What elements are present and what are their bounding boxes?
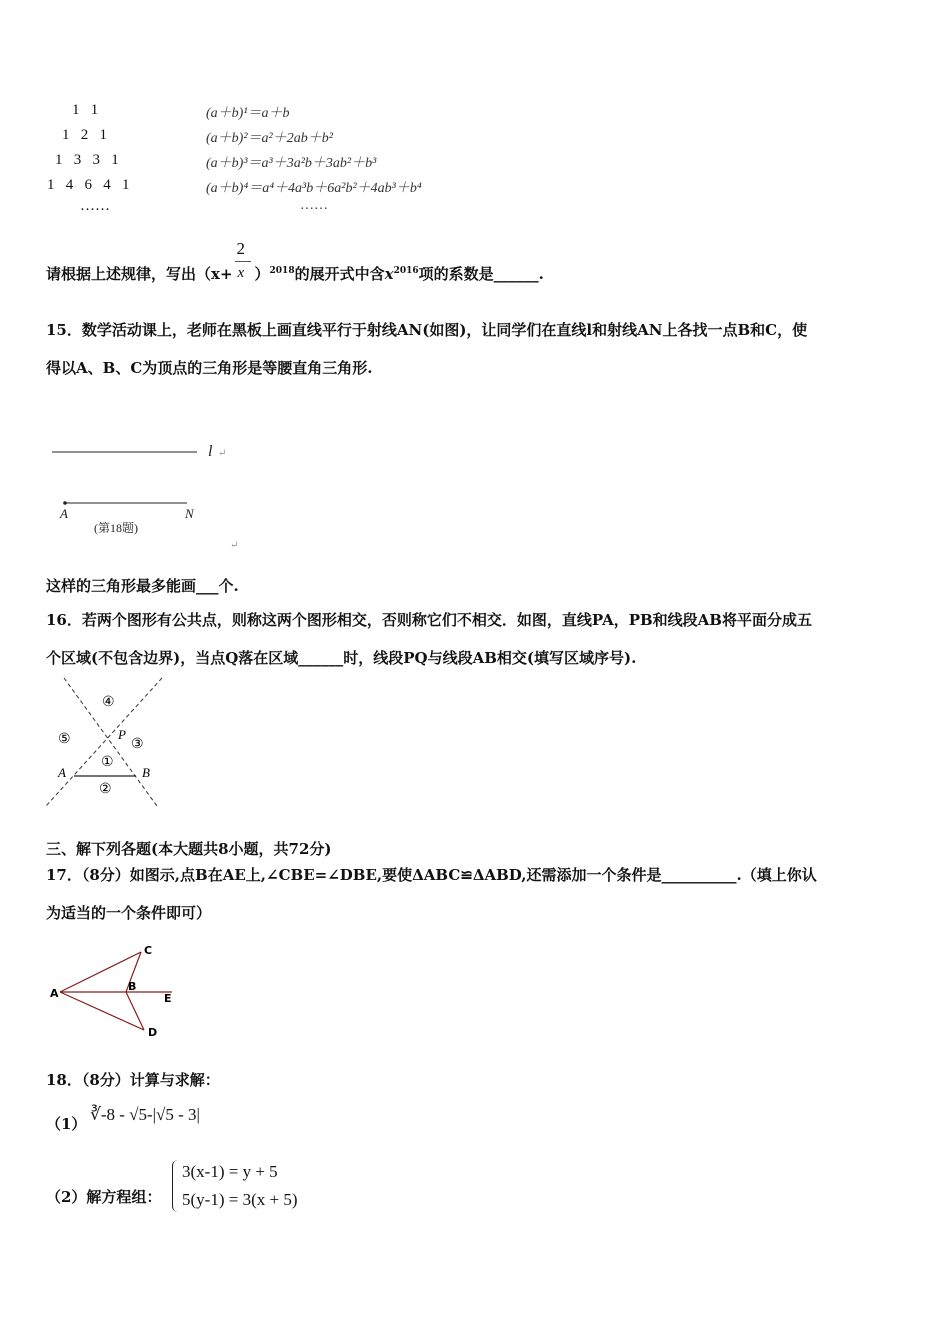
paragraph-mark-1: ↵ bbox=[218, 448, 227, 459]
pascal-row-2: 1 2 1 bbox=[62, 127, 107, 143]
q17-line-1: 17．（8分）如图示,点B在AE上,∠CBE=∠DBE,要使ΔABC≌ΔABD,还需添加一个条件是__________.（填上你认 bbox=[46, 866, 817, 884]
equation-1: 3(x-1) = y + 5 bbox=[182, 1162, 278, 1181]
q16-line-1: 16．若两个图形有公共点，则称这两个图形相交，否则称它们不相交．如图，直线PA，PB和线段AB将平面分成五 bbox=[46, 611, 812, 629]
segment-AD bbox=[60, 992, 144, 1030]
q16-figure bbox=[44, 676, 174, 811]
region-4: ④ bbox=[102, 695, 115, 710]
label-D: D bbox=[148, 1026, 158, 1039]
label-C: C bbox=[144, 944, 153, 957]
q18-part2-label: （2）解方程组： bbox=[46, 1188, 162, 1206]
expansion-3: (a＋b)³＝a³＋3a²b＋3ab²＋b³ bbox=[206, 156, 377, 171]
q14-frac-den: x bbox=[237, 265, 245, 281]
equation-2: 5(y-1) = 3(x + 5) bbox=[182, 1190, 298, 1209]
region-2: ② bbox=[99, 782, 112, 797]
q14-frac-num: 2 bbox=[236, 239, 246, 258]
label-B: B bbox=[142, 765, 150, 780]
label-A: A bbox=[58, 765, 66, 780]
region-1: ① bbox=[101, 755, 114, 770]
label-A: A bbox=[60, 506, 68, 521]
q18-part1-label: （1） bbox=[46, 1115, 87, 1133]
region-3: ③ bbox=[131, 737, 144, 752]
pascal-row-4: 1 4 6 4 1 bbox=[47, 177, 130, 193]
pascal-row-1: 1 1 bbox=[72, 102, 99, 118]
q14-suffix: 项的系数是______. bbox=[418, 265, 544, 283]
q15-line-2: 得以A、B、C为顶点的三角形是等腰直角三角形. bbox=[46, 359, 373, 377]
expansion-2: (a＋b)²＝a²＋2ab＋b² bbox=[206, 131, 333, 146]
expansion-1: (a＋b)¹＝a＋b bbox=[206, 106, 290, 121]
label-B: B bbox=[128, 980, 137, 993]
q14-fraction bbox=[233, 239, 255, 285]
equation-system-brace bbox=[172, 1160, 181, 1212]
q14-frac-bar bbox=[235, 261, 251, 262]
segment-BD bbox=[126, 992, 144, 1030]
label-P: P bbox=[118, 727, 126, 742]
q14-question bbox=[46, 239, 544, 285]
label-A: A bbox=[50, 987, 59, 1000]
q18-part1-expression: ∛-8 - √5-|√5 - 3| bbox=[90, 1105, 200, 1124]
q14-exp: 2018 bbox=[269, 266, 295, 276]
label-E: E bbox=[164, 992, 172, 1005]
pascal-row-dots: …… bbox=[80, 198, 110, 214]
q15-figure bbox=[44, 430, 264, 560]
section-3-title: 三、解下列各题(本大题共8小题，共72分) bbox=[46, 840, 332, 858]
region-5: ⑤ bbox=[58, 732, 71, 747]
q14-mid: 的展开式中含 bbox=[294, 265, 385, 283]
q17-line-2: 为适当的一个条件即可） bbox=[46, 904, 212, 922]
q17-figure bbox=[44, 940, 194, 1045]
q14-var: x bbox=[384, 265, 394, 283]
label-l: l bbox=[208, 443, 213, 460]
q15-line-1: 15．数学活动课上，老师在黑板上画直线平行于射线AN(如图)，让同学们在直线l和射线AN上各找一点B和C，使 bbox=[46, 321, 808, 339]
figure-caption: (第18题) bbox=[94, 521, 138, 535]
pascal-row-3: 1 3 3 1 bbox=[55, 152, 119, 168]
q18-title: 18．（8分）计算与求解： bbox=[46, 1071, 220, 1089]
q16-line-2: 个区域(不包含边界)，当点Q落在区域______时，线段PQ与线段AB相交(填写区域序号). bbox=[46, 649, 637, 667]
q14-close: ） bbox=[254, 265, 270, 283]
expansion-dots: …… bbox=[300, 198, 328, 213]
q14-var-exp: 2016 bbox=[393, 266, 419, 276]
q15-answer: 这样的三角形最多能画___个. bbox=[46, 577, 239, 595]
paragraph-mark-2: ↵ bbox=[230, 540, 239, 551]
expansion-4: (a＋b)⁴＝a⁴＋4a³b＋6a²b²＋4ab³＋b⁴ bbox=[206, 181, 422, 196]
q14-prefix: 请根据上述规律，写出（x+ bbox=[46, 265, 233, 283]
label-N: N bbox=[185, 506, 194, 521]
